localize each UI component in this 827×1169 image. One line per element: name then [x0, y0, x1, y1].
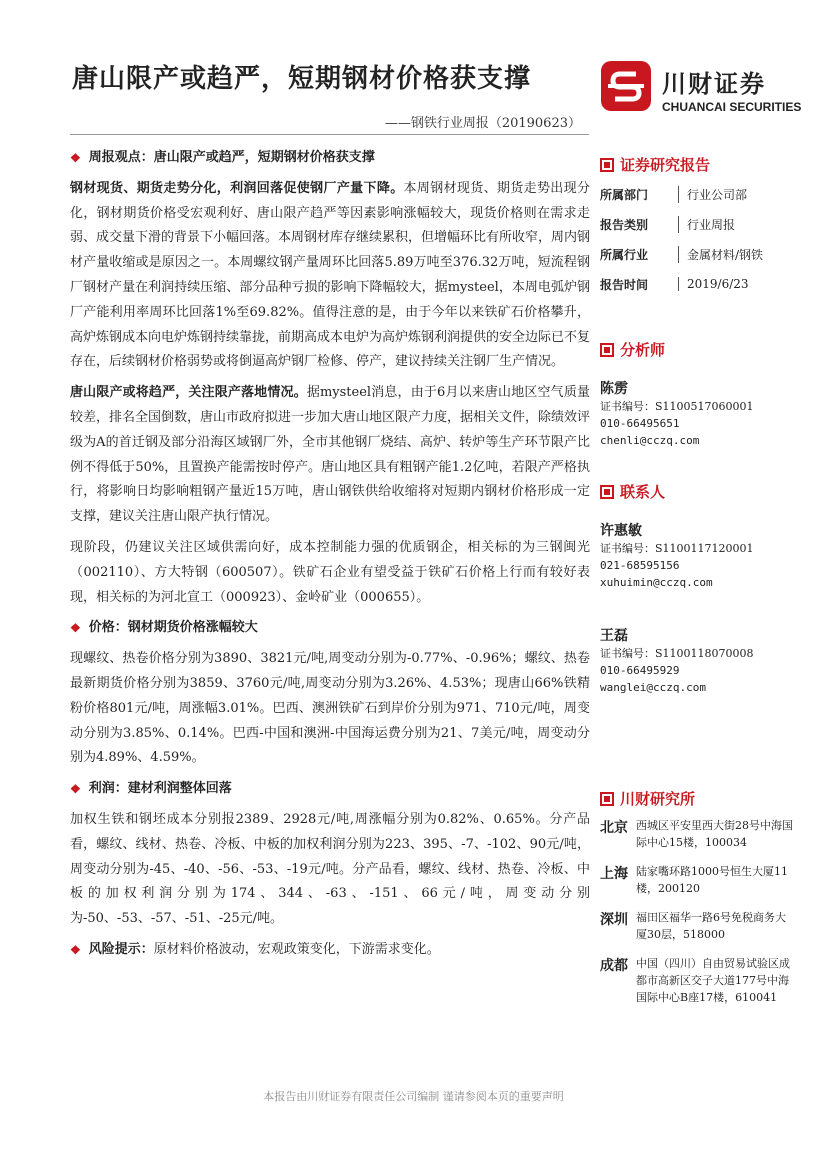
report-subtitle: ——钢铁行业周报（20190623） [384, 116, 581, 131]
office-entry: 北京 西城区平安里西大街28号中海国际中心15楼，100034 [600, 819, 793, 849]
section-heading: ❖ 周报观点：唐山限产或趋严，短期钢材价格获支撑 [70, 146, 590, 171]
page-title: 唐山限产或趋严，短期钢材价格获支撑 [72, 64, 532, 94]
email-link[interactable]: chenli@cczq.com [600, 434, 700, 447]
square-bullet-icon [600, 792, 614, 806]
paragraph: 唐山限产或将趋严，关注限产落地情况。据mysteel消息，由于6月以来唐山地区空气质量较差，排名全国倒数，唐山市政府拟进一步加大唐山地区限产力度，据相关文件，除绩效评级为A的首迁钢及部分沿海区域钢厂外，全市其他钢厂烧结、高炉、转炉等生产环节限产比例不得低于50%，且置换产能需按时停产。唐山地区具有粗钢产能1.2亿吨，若限产严格执行，将影响日均影响粗钢产量近15万吨，唐山钢铁供给收缩将对短期内钢材价格形成一定支撑，建议关注唐山限产执行情况。 [70, 385, 591, 525]
contact-card: 许惠敏 证书编号：S1100117120001 021-68595156 xuhuimin@cczq.com [600, 520, 800, 591]
title-divider [70, 134, 589, 135]
report-heading: 证券研究报告 [600, 154, 800, 175]
section-heading: ❖ 价格：钢材期货价格涨幅较大 [70, 616, 590, 641]
sidebar [600, 154, 800, 1006]
office-entry: 成都 中国（四川）自由贸易试验区成都市高新区交子大道177号中海国际中心B座17楼，610041 [600, 957, 790, 1004]
chuancai-logo-icon [600, 60, 652, 112]
risk-note: ❖ 风险提示：原材料价格波动，宏观政策变化，下游需求变化。 [70, 938, 590, 963]
analyst-card: 陈雳 证书编号：S1100517060001 010-66495651 chenli@cczq.com [600, 378, 800, 449]
paragraph: 钢材现货、期货走势分化，利润回落促使钢厂产量下降。本周钢材现货、期货走势出现分化，钢材期货价格受宏观利好、唐山限产趋严等因素影响涨幅较大，现货价格则在需求走弱、成交量下滑的背景下小幅回落。本周钢材库存继续累积，但增幅环比有所收窄，周内钢材产量收缩或是原因之一。本周螺纹钢产量周环比回落5.89万吨至376.32万吨，短流程钢厂钢材产量在利润持续压缩、部分品种亏损的影响下降幅较大，据mysteel，本周电弧炉钢厂产能利用率周环比回落1%至69.82%。值得注意的是，由于今年以来铁矿石价格攀升，高炉炼钢成本向电炉炼钢持续靠拢，前期高成本电炉为高炉炼钢利润提供的安全边际已不复存在，后续钢材价格弱势或将倒逼高炉钢厂检修、停产，建议持续关注钢厂生产情况。 [70, 180, 591, 370]
contact-heading: 联系人 [600, 481, 800, 502]
info-row: 报告时间 2019/6/23 [600, 277, 749, 292]
diamond-bullet-icon: ❖ [70, 782, 81, 797]
diamond-bullet-icon: ❖ [70, 942, 81, 957]
square-bullet-icon [600, 343, 614, 357]
paragraph: 现螺纹、热卷价格分别为3890、3821元/吨,周变动分别为-0.77%、-0.96%；螺纹、热卷最新期货价格分别为3859、3760元/吨,周变动分别为3.26%、4.53%；现唐山66%铁精粉价格801元/吨，周涨幅3.01%。巴西、澳洲铁矿石到岸价分别为971、710元/吨，周变动分别为3.85%、0.14%。巴西-中国和澳洲-中国海运费分别为21、7美元/吨，周变动分别为4.89%、4.59%。 [70, 651, 590, 766]
office-entry: 深圳 福田区福华一路6号免税商务大厦30层，518000 [600, 911, 786, 941]
main-content [70, 146, 590, 969]
analyst-heading: 分析师 [600, 339, 800, 360]
section-heading: ❖ 利润：建材利润整体回落 [70, 777, 590, 802]
diamond-bullet-icon: ❖ [70, 621, 81, 636]
square-bullet-icon [600, 485, 614, 499]
office-entry: 上海 陆家嘴环路1000号恒生大厦11楼，200120 [600, 865, 788, 895]
paragraph: 现阶段，仍建议关注区域供需向好，成本控制能力强的优质钢企，相关标的为三钢闽光（002110）、方大特钢（600507）。铁矿石企业有望受益于铁矿石价格上行而有较好表现，相关标的为河北宣工（000923）、金岭矿业（000655）。 [70, 539, 590, 605]
contact-card: 王磊 证书编号：S1100118070008 010-66495929 wanglei@cczq.com [600, 625, 800, 696]
email-link[interactable]: xuhuimin@cczq.com [600, 576, 713, 589]
logo-text-cn: 川财证券 [662, 70, 766, 98]
paragraph: 加权生铁和钢坯成本分别报2389、2928元/吨,周涨幅分别为0.82%、0.65%。分产品看，螺纹、线材、热卷、冷板、中板的加权利润分别为223、395、-7、-102、90元/吨，周变动分别为-45、-40、-56、-53、-19元/吨。分产品看，螺纹、线材、热卷、冷板、中板的加权利润分别为174、344、-63、-151、66元/吨，周变动分别为-50、-53、-57、-51、-25元/吨。 [70, 811, 590, 927]
info-row: 报告类别 行业周报 [600, 217, 736, 232]
email-link[interactable]: wanglei@cczq.com [600, 681, 706, 694]
diamond-bullet-icon: ❖ [70, 151, 81, 165]
institute-heading: 川财研究所 [600, 788, 800, 809]
info-row: 所属部门 行业公司部 [600, 187, 748, 202]
square-bullet-icon [600, 158, 614, 172]
logo-text-en: CHUANCAI SECURITIES [662, 100, 802, 114]
info-row: 所属行业 金属材料/钢铁 [600, 247, 764, 262]
footer-disclaimer: 本报告由川财证券有限责任公司编制 谨请参阅本页的重要声明 [263, 1090, 564, 1103]
